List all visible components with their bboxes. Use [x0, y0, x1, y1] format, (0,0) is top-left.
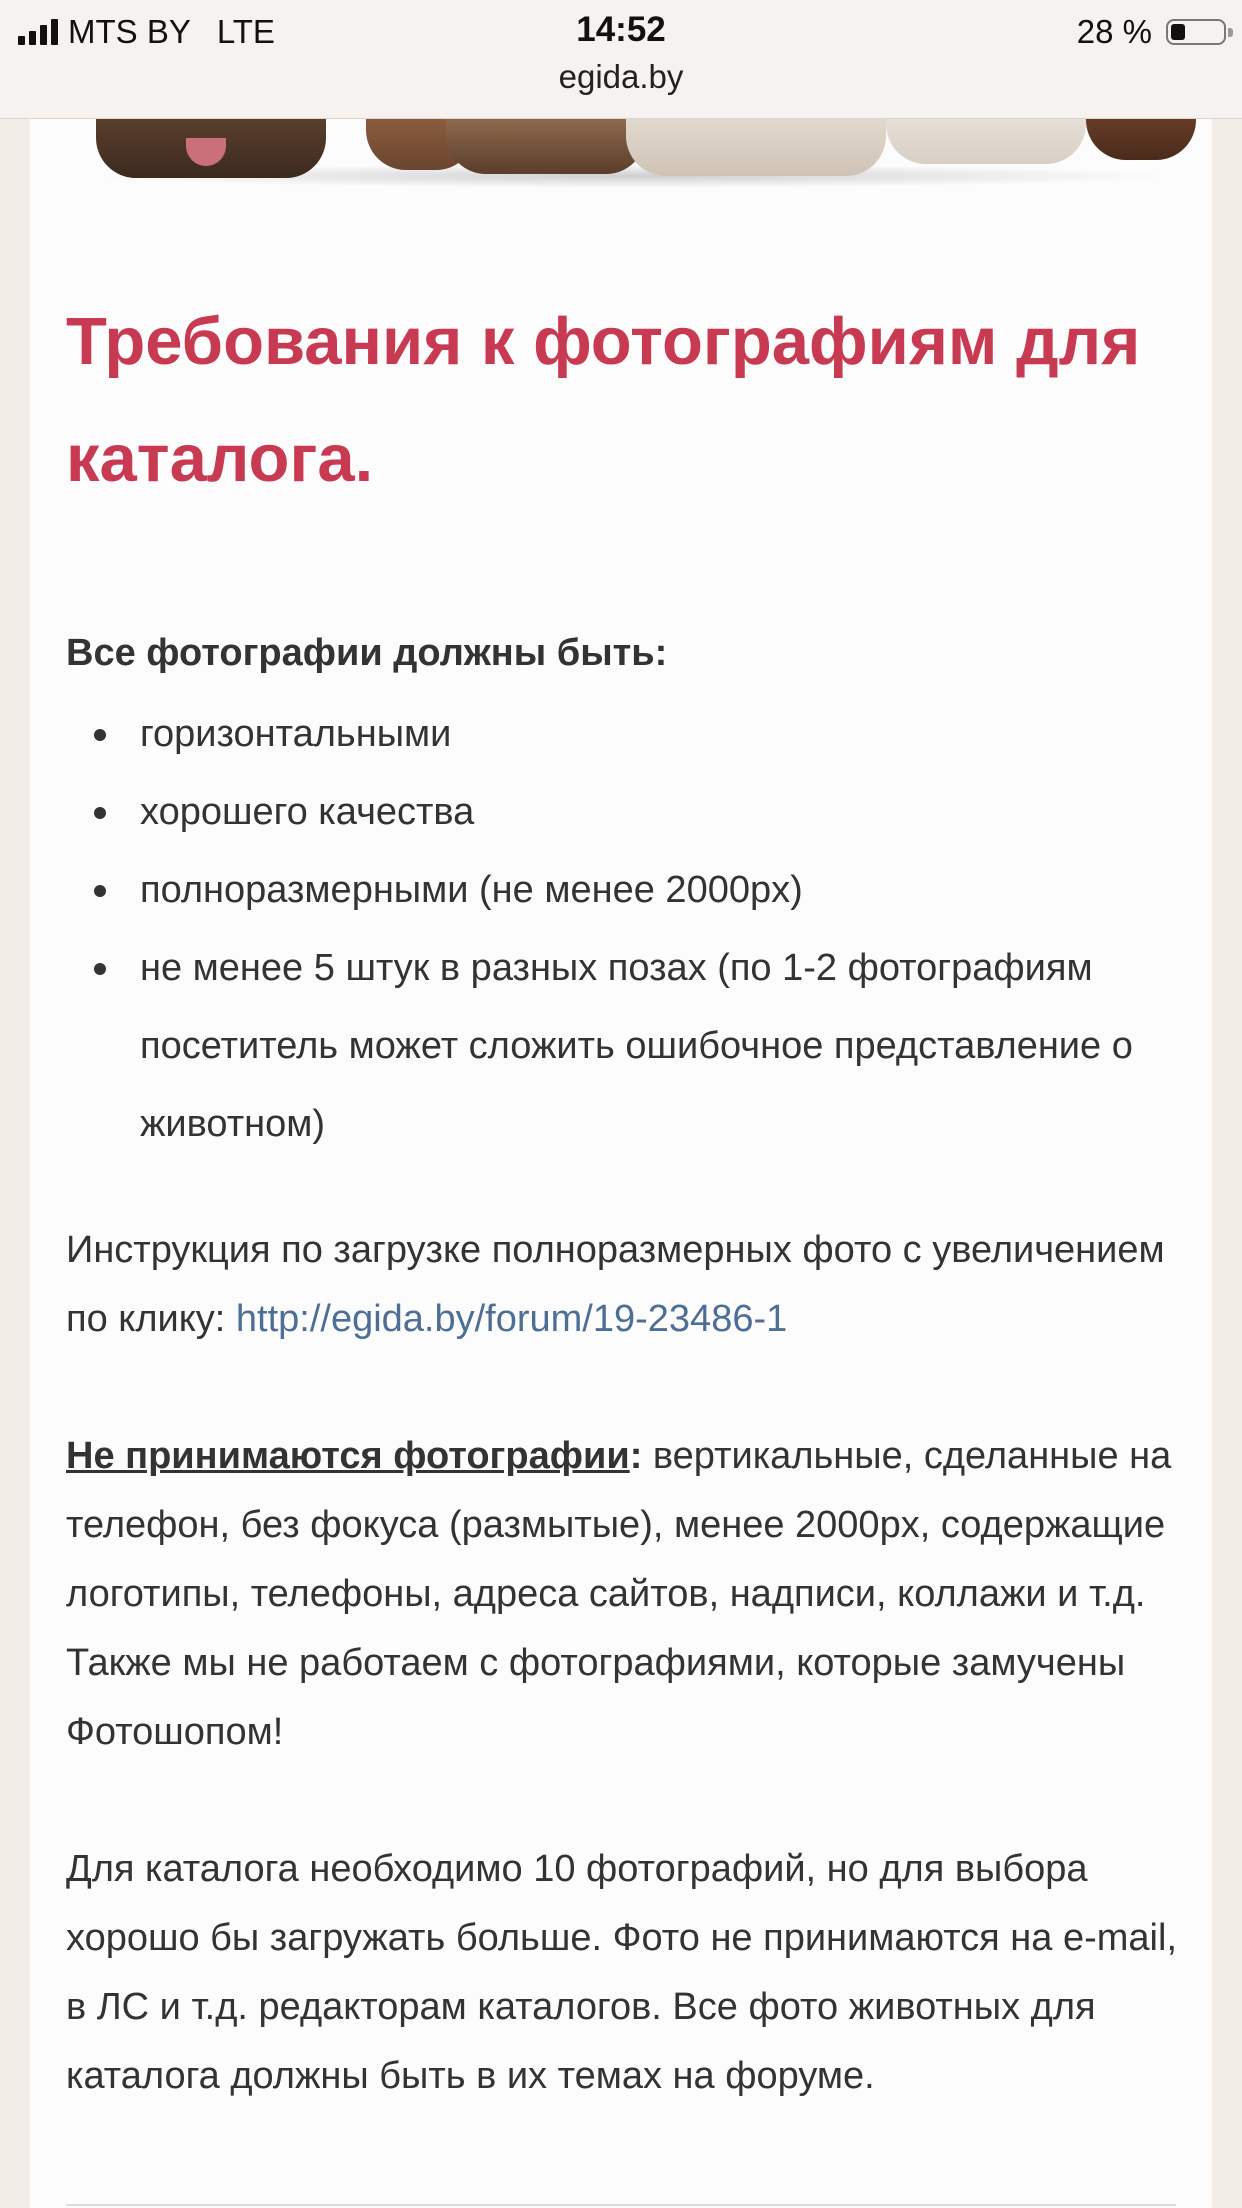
- article-card: [30, 118, 1212, 2208]
- status-bar: [0, 0, 1242, 119]
- list-item: полноразмерными (не менее 2000px): [140, 851, 1186, 929]
- instruction-paragraph: [66, 1216, 1186, 1354]
- address-bar-url[interactable]: egida.by: [558, 58, 684, 95]
- pets-banner-image: [66, 118, 1196, 188]
- list-item: горизонтальными: [140, 695, 1186, 773]
- requirements-list: [66, 695, 1186, 1163]
- clock: 14:52: [576, 10, 666, 49]
- instruction-text: Инструкция по загрузке полноразмерных фото с увеличением по клику:: [66, 1229, 1165, 1340]
- page-title: Требования к фотографиям для каталога.: [66, 304, 1141, 496]
- network-type: LTE: [216, 13, 275, 50]
- rejected-text: вертикальные, сделанные на телефон, без фокуса (размытые), менее 2000px, содержащие логотипы, телефоны, адреса сайтов, надписи, коллажи и т.д. Также мы не работаем с фотографиями, которые замучены Фотошопом!: [66, 1435, 1172, 1753]
- divider: [66, 2204, 1176, 2206]
- rejected-paragraph: [66, 1422, 1186, 1767]
- battery-percent: 28 %: [1076, 13, 1152, 50]
- list-item: хорошего качества: [140, 773, 1186, 851]
- requirements-heading: Все фотографии должны быть:: [66, 632, 668, 674]
- battery-icon: [1166, 19, 1226, 45]
- rejected-colon: :: [629, 1435, 643, 1477]
- carrier-name: MTS BY: [68, 13, 191, 50]
- catalog-paragraph: Для каталога необходимо 10 фотографий, но для выбора хорошо бы загружать больше. Фото не принимаются на e-mail, в ЛС и т.д. редакторам каталогов. Все фото животных для каталога должны быть в их темах на форуме.: [66, 1848, 1177, 2097]
- instruction-link[interactable]: http://egida.by/forum/19-23486-1: [235, 1298, 788, 1340]
- list-item: не менее 5 штук в разных позах (по 1-2 фотографиям посетитель может сложить ошибочное представление о животном): [140, 929, 1186, 1163]
- rejected-label: Не принимаются фотографии: [66, 1435, 630, 1477]
